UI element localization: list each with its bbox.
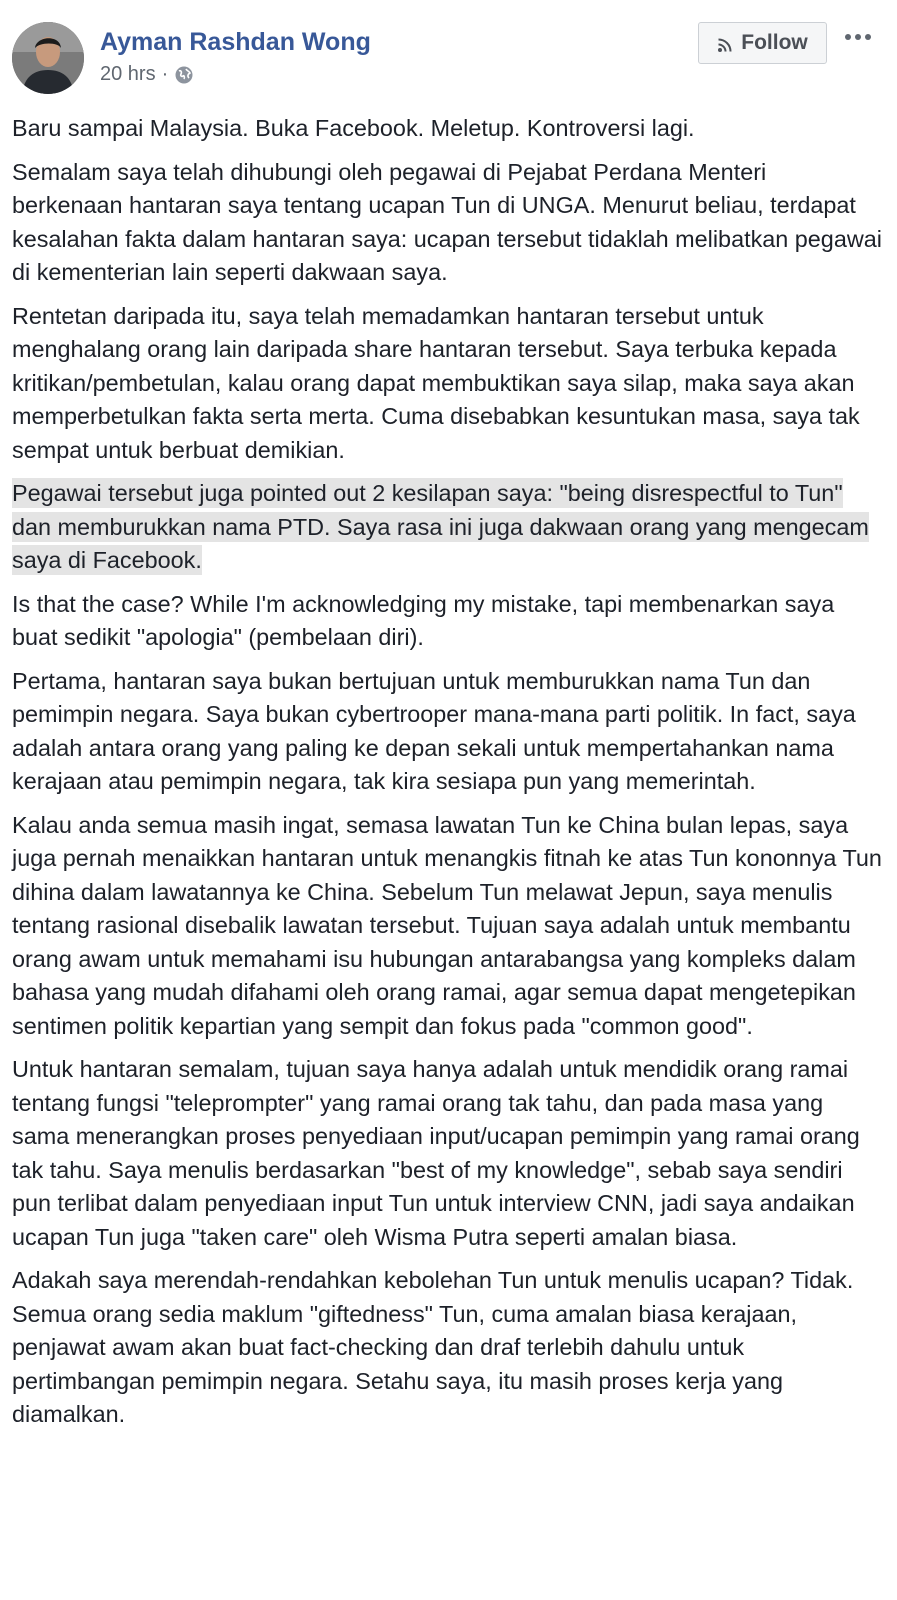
avatar[interactable] — [12, 22, 84, 94]
meta-separator: · — [161, 63, 169, 85]
post-paragraph: Baru sampai Malaysia. Buka Facebook. Meletup. Kontroversi lagi. — [12, 115, 695, 141]
more-options-icon[interactable] — [838, 22, 878, 52]
post-paragraph: Rentetan daripada itu, saya telah memadamkan hantaran tersebut untuk menghalang orang lain daripada share hantaran tersebut. Saya terbuka kepada kritikan/pembetulan, kalau orang dapat membuktikan saya silap, maka saya akan memperbetulkan fakta serta merta. Cuma disebabkan kesuntukan masa, saya tak sempat untuk berbuat demikian. — [12, 302, 860, 463]
post-time[interactable]: 20 hrs — [100, 63, 156, 85]
avatar-image — [12, 22, 84, 94]
post-paragraph: Pertama, hantaran saya bukan bertujuan untuk memburukkan nama Tun dan pemimpin negara. Saya bukan cybertrooper mana-mana parti politik. In fact, saya adalah antara orang yang paling ke depan sekali untuk mempertahankan nama kerajaan atau pemimpin negara, tak kira sesiapa pun yang memerintah. — [12, 667, 856, 794]
post-paragraph: Untuk hantaran semalam, tujuan saya hanya adalah untuk mendidik orang ramai tentang fungsi "teleprompter" yang ramai orang tak tahu, dan pada masa yang sama menerangkan proses penyediaan input/ucapan pemimpin yang ramai orang tak tahu. Saya menulis berdasarkan "best of my knowledge", sebab saya sendiri pun terlibat dalam penyediaan input Tun untuk interview CNN, jadi saya andaikan ucapan Tun juga "taken care" oleh Wisma Putra seperti amalan biasa. — [12, 1056, 860, 1250]
globe-icon[interactable] — [174, 65, 194, 85]
post-paragraph: Kalau anda semua masih ingat, semasa lawatan Tun ke China bulan lepas, saya juga pernah menaikkan hantaran untuk menangkis fitnah ke atas Tun kononnya Tun dihina dalam lawatannya ke China. Sebelum Tun melawat Jepun, saya menulis tentang rasional disebalik lawatan tersebut. Tujuan saya adalah untuk membantu orang awam untuk memahami isu hubungan antarabangsa yang kompleks dalam bahasa yang mudah difahami oleh orang ramai, agar semua dapat mengetepikan sentimen politik kepartian yang sempit dan fokus pada "common good". — [12, 811, 882, 1039]
follow-label: Follow — [741, 31, 808, 54]
post-paragraph: Adakah saya merendah-rendahkan kebolehan Tun untuk menulis ucapan? Tidak. Semua orang sedia maklum "giftedness" Tun, cuma amalan biasa kerajaan, penjawat awam akan buat fact-checking dan draf terlebih dahulu untuk pertimbangan pemimpin negara. Setahu saya, itu masih proses kerja yang diamalkan. — [12, 1267, 854, 1427]
post-paragraph: Is that the case? While I'm acknowledging my mistake, tapi membenarkan saya buat sedikit "apologia" (pembelaan diri). — [12, 590, 835, 650]
post-meta — [100, 63, 194, 86]
post-header — [0, 0, 897, 110]
post-paragraph-highlighted — [12, 477, 882, 578]
highlighted-text: Pegawai tersebut juga pointed out 2 kesilapan saya: "being disrespectful to Tun" dan memburukkan nama PTD. Saya rasa ini juga dakwaan orang yang mengecam saya di Facebook. — [12, 480, 869, 573]
post-paragraph: Semalam saya telah dihubungi oleh pegawai di Pejabat Perdana Menteri berkenaan hantaran saya tentang ucapan Tun di UNGA. Menurut beliau, terdapat kesalahan fakta dalam hantaran saya: ucapan tersebut tidaklah melibatkan pegawai di kementerian lain seperti dakwaan saya. — [12, 158, 882, 285]
author-name[interactable]: Ayman Rashdan Wong — [100, 28, 371, 56]
rss-icon — [717, 35, 733, 51]
follow-button[interactable] — [698, 22, 827, 64]
post-body — [12, 112, 882, 1442]
